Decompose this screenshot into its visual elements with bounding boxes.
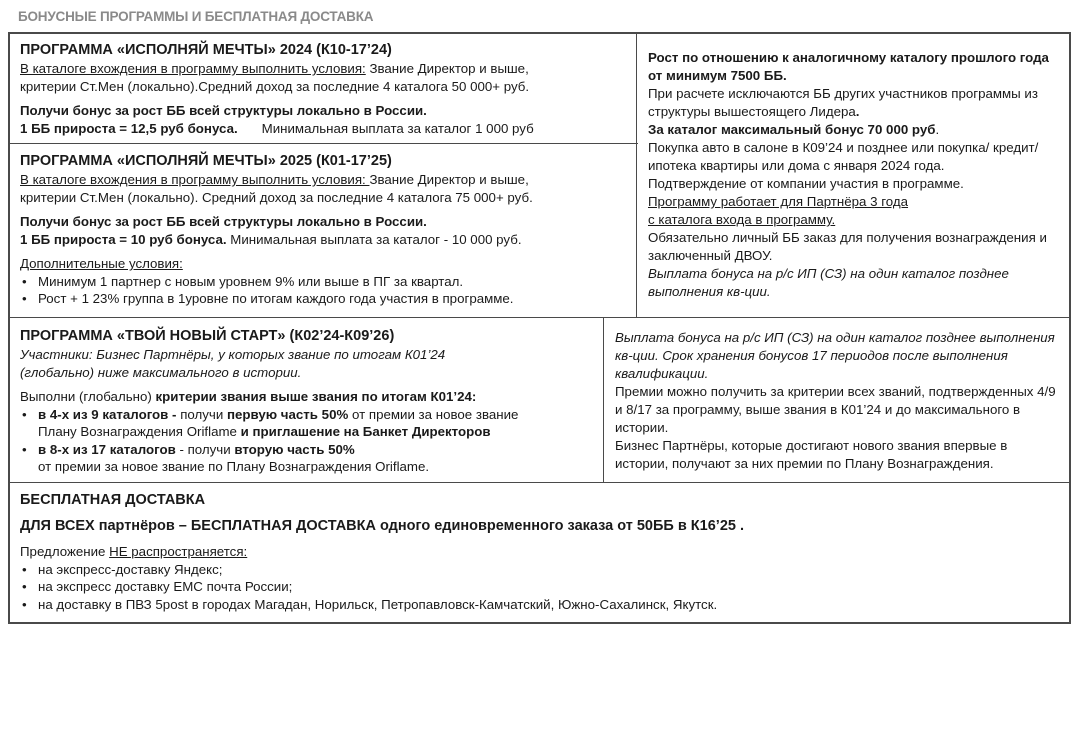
delivery-exclusions-list: [20, 561, 1061, 614]
list-item: • Рост + 1 23% группа в 1уровне по итогам каждого года участия в программе.: [20, 290, 628, 308]
duration-note-2: с каталога входа в программу.: [648, 212, 836, 227]
list-item: • на экспресс-доставку Яндекс;: [20, 561, 1061, 579]
free-delivery-headline: ДЛЯ ВСЕХ партнёров – БЕСПЛАТНАЯ ДОСТАВКА одного единовременного заказа от 50ББ в К16’25 .: [20, 518, 745, 534]
payout-note: Выплата бонуса на р/с ИП (СЗ) на один каталог позднее выполнения кв-ции. Срок хранения бонусов 17 периодов после выполнения квалификации.: [615, 330, 1055, 381]
bonus-rate: 1 ББ прироста = 12,5 руб бонуса.: [20, 120, 238, 136]
program-2025-title: ПРОГРАММА «ИСПОЛНЯЙ МЕЧТЫ» 2025 (К01-17’25): [20, 153, 392, 169]
program-2025-cell: [10, 147, 638, 317]
min-payout: Минимальная выплата за каталог 1 000 руб: [261, 120, 534, 136]
divider: [10, 482, 1071, 483]
min-payout: Минимальная выплата за каталог - 10 000 руб.: [226, 231, 522, 247]
divider: [636, 34, 637, 318]
rate-line: [20, 120, 628, 138]
exclusion-note: При расчете исключаются ББ других участников программы из структуры вышестоящего Лидера.: [648, 86, 1038, 119]
payout-note: Выплата бонуса на р/с ИП (СЗ) на один каталог позднее выполнения кв-ции.: [648, 266, 1009, 299]
entry-conditions-text: Звание Директор и выше,: [369, 172, 529, 187]
criteria-intro: Выполни (глобально) критерии звания выше звания по итогам К01’24:: [20, 389, 477, 404]
program-2025-entry: [20, 171, 628, 189]
entry-conditions-text: Звание Директор и выше,: [365, 61, 529, 76]
premiums-note: Премии можно получить за критерии всех званий, подтвержденных 4/9 и 8/17 за программу, выше звания в К01’24 и до максимального в истории.: [615, 384, 1056, 435]
extra-conditions-label: Дополнительные условия:: [20, 256, 183, 271]
participants-line-2: (глобально) ниже максимального в истории.: [20, 364, 302, 380]
free-delivery-cell: [10, 486, 1071, 622]
personal-order-note: Обязательно личный ББ заказ для получения вознаграждения и заключенный ДВОУ.: [648, 230, 1047, 263]
confirmation-note: Подтверждение от компании участия в программе.: [648, 176, 964, 191]
first-time-note: Бизнес Партнёры, которые достигают нового звания впервые в истории, получают за них премии по Плану Вознаграждения.: [615, 438, 1008, 471]
offer-line: Предложение НЕ распространяется:: [20, 544, 248, 559]
rate-line: [20, 231, 628, 249]
new-start-list: [20, 406, 594, 476]
divider: [10, 317, 1071, 318]
participants-line-1: Участники: Бизнес Партнёры, у которых звание по итогам К01’24: [20, 347, 446, 362]
divider: [10, 143, 638, 144]
new-start-terms-cell: [605, 324, 1071, 484]
max-bonus: За каталог максимальный бонус 70 000 руб.: [648, 122, 940, 137]
programs-table: [8, 32, 1071, 624]
dream-terms-cell: [638, 44, 1071, 318]
list-item: • Минимум 1 партнер с новым уровнем 9% или выше в ПГ за квартал.: [20, 273, 628, 291]
list-item: • в 8-х из 17 каталогов - получи вторую часть 50% от премии за новое звание по Плану Вознаграждения Oriflame.: [20, 441, 594, 476]
program-2024-entry: [20, 60, 628, 78]
new-start-title: ПРОГРАММА «ТВОЙ НОВЫЙ СТАРТ» (К02’24-К09’26): [20, 328, 395, 344]
divider: [603, 318, 604, 483]
list-item: • в 4-х из 9 каталогов - получи первую часть 50% от премии за новое звание Плану Вознаграждения Oriflame и приглашение на Банкет Директоров: [20, 406, 594, 441]
program-2024-cell: [10, 36, 638, 146]
entry-conditions-label: В каталоге вхождения в программу выполнить условия:: [20, 172, 370, 187]
list-item: • на экспресс доставку ЕМС почта России;: [20, 578, 1061, 596]
program-2024-title: ПРОГРАММА «ИСПОЛНЯЙ МЕЧТЫ» 2024 (К10-17’24): [20, 42, 392, 58]
page-heading: БОНУСНЫЕ ПРОГРАММЫ И БЕСПЛАТНАЯ ДОСТАВКА: [18, 9, 374, 24]
purchase-condition: Покупка авто в салоне в К09’24 и позднее или покупка/ кредит/ ипотека квартиры или дома с января 2024 года.: [648, 140, 1039, 173]
free-delivery-title: БЕСПЛАТНАЯ ДОСТАВКА: [20, 492, 206, 508]
bonus-line: Получи бонус за рост ББ всей структуры локально в России.: [20, 214, 427, 229]
entry-conditions-label: В каталоге вхождения в программу выполнить условия:: [20, 61, 366, 76]
list-item: • на доставку в ПВЗ 5post в городах Магадан, Норильск, Петропавловск-Камчатский, Южно-Сахалинск, Якутск.: [20, 596, 1061, 614]
extra-conditions-list: [20, 273, 628, 308]
duration-note-1: Программу работает для Партнёра 3 года: [648, 194, 909, 209]
entry-conditions-text-2: критерии Ст.Мен (локально). Средний доход за последние 4 каталога 75 000+ руб.: [20, 189, 533, 205]
growth-requirement: Рост по отношению к аналогичному каталогу прошлого года от минимум 7500 ББ.: [648, 50, 1049, 83]
bonus-rate: 1 ББ прироста = 10 руб бонуса.: [20, 231, 227, 247]
new-start-cell: [10, 322, 604, 482]
entry-conditions-text-2: критерии Ст.Мен (локально).Средний доход за последние 4 каталога 50 000+ руб.: [20, 78, 530, 94]
bonus-line: Получи бонус за рост ББ всей структуры локально в России.: [20, 103, 427, 118]
